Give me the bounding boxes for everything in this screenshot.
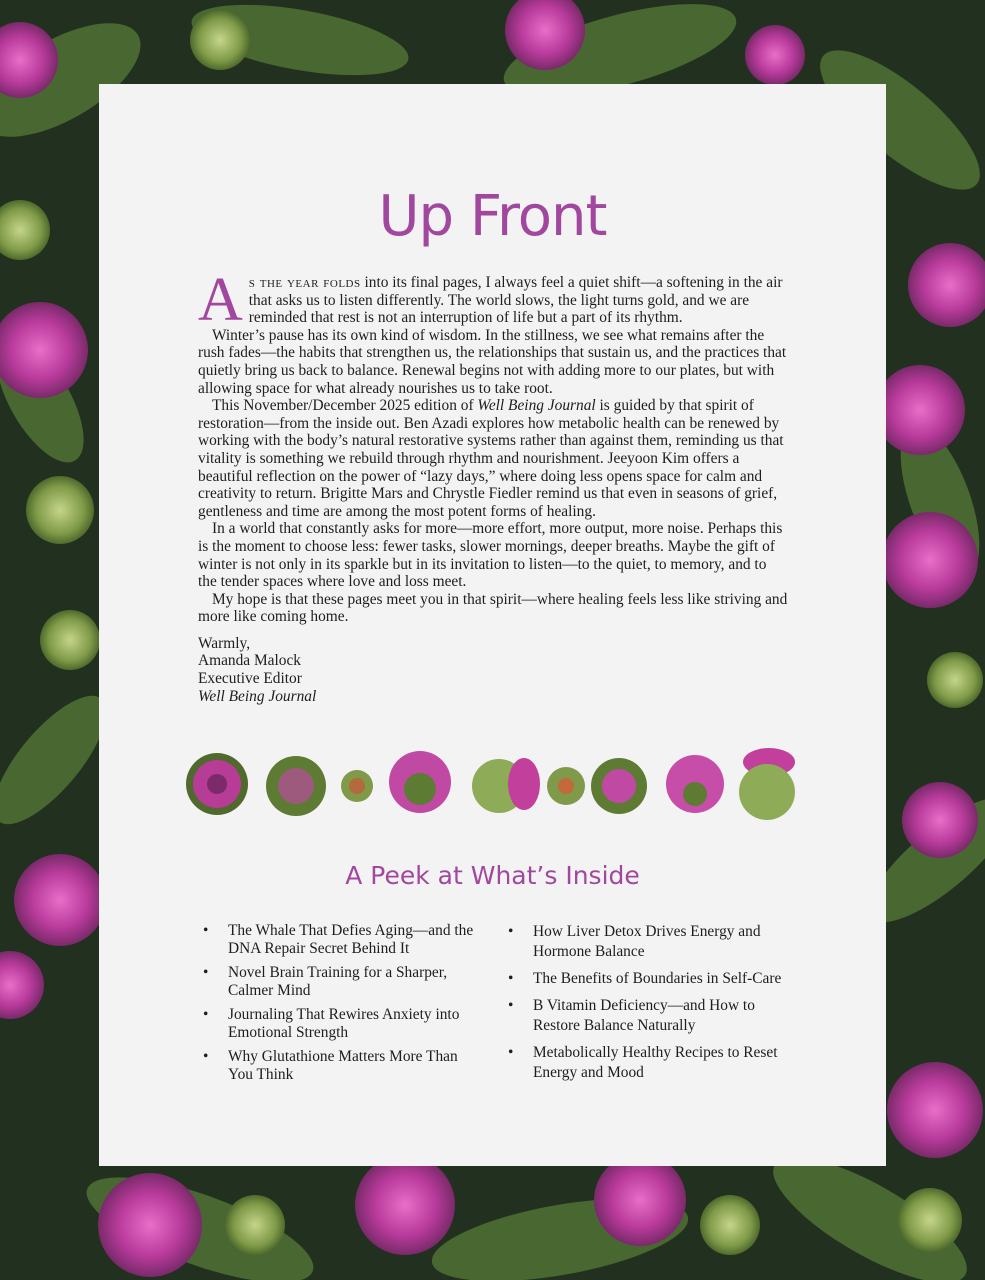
- thistle-3-icon: [341, 770, 373, 802]
- thistle-7-icon: [591, 758, 647, 814]
- thistle-6-icon: [547, 767, 585, 805]
- list-item-text: How Liver Detox Drives Energy and Hormone Balance: [533, 923, 761, 960]
- list-item: [508, 996, 798, 1036]
- list-item: [203, 1048, 483, 1084]
- list-item: [508, 1043, 798, 1083]
- thistle-2-icon: [266, 756, 326, 816]
- editor-role: Executive Editor: [198, 670, 302, 688]
- letter-paragraph-2: Winter’s pause has its own kind of wisdom. In the stillness, we see what remains after the rush fades—the habits that strengthen us, the relationships that sustain us, and the practices that quietly bring us back to balance. Renewal begins not with adding more to our plates, but with allowing space for what already nourishes us to take root.: [198, 326, 787, 397]
- bullet-icon: •: [203, 1048, 209, 1065]
- content-panel: [99, 84, 886, 1166]
- bullet-icon: •: [508, 923, 514, 940]
- list-item-text: The Whale That Defies Aging—and the DNA Repair Secret Behind It: [228, 922, 474, 957]
- paragraph-3-start: This November/December 2025 edition of: [212, 397, 478, 415]
- peek-inside-heading: A Peek at What’s Inside: [345, 861, 640, 890]
- paragraph-3-end: is guided by that spirit of restoration—from the inside out. Ben Azadi explores how metabolic health can be renewed by working with the body’s natural restorative systems rather than against them, reminding us that vitality is something we rebuild through rhythm and nourishment. Jeeyoon Kim offers a beautiful reflection on the power of “lazy days,” where doing less opens space for calm and creativity to return. Brigitte Mars and Chrystle Fiedler remind us that even in seasons of grief, gentleness and time are among the most potent forms of healing.: [198, 397, 784, 520]
- letter-paragraph-5: My hope is that these pages meet you in that spirit—where healing feels less like striving and more like coming home.: [198, 590, 788, 626]
- list-item: [508, 922, 798, 962]
- editor-name: Amanda Malock: [198, 652, 302, 670]
- signature-block: [198, 635, 788, 705]
- thistle-5-icon: [472, 758, 540, 813]
- closing: Warmly,: [198, 634, 251, 652]
- bullet-icon: •: [203, 1006, 209, 1023]
- list-item: [203, 922, 483, 958]
- bullet-icon: •: [203, 922, 209, 939]
- letter-paragraph-1: [198, 266, 788, 334]
- list-item: [203, 1006, 483, 1042]
- list-item-text: Metabolically Healthy Recipes to Reset Energy and Mood: [533, 1044, 778, 1081]
- bullet-icon: •: [508, 997, 514, 1014]
- list-item-text: Journaling That Rewires Anxiety into Emotional Strength: [228, 1006, 460, 1041]
- list-item: [508, 969, 798, 989]
- paragraph-1-text: into its final pages, I always feel a quiet shift—a softening in the air that asks us to listen differently. The world slows, the light turns gold, and we are reminded that rest is not an interruption of life but a part of its rhythm.: [248, 274, 783, 327]
- journal-title: Well Being Journal: [477, 397, 596, 415]
- list-item-text: B Vitamin Deficiency—and How to Restore Balance Naturally: [533, 997, 755, 1034]
- publication-name: Well Being Journal: [198, 687, 317, 705]
- thistle-1-icon: [186, 753, 248, 815]
- list-item: [203, 964, 483, 1000]
- lead-in-smallcaps: s the year folds: [248, 274, 361, 291]
- drop-cap: A: [198, 266, 243, 334]
- bullet-icon: •: [508, 1044, 514, 1061]
- letter-paragraph-3: [198, 397, 788, 520]
- inside-list-right: [508, 922, 798, 1090]
- thistle-4-icon: [389, 751, 451, 813]
- list-item-text: Novel Brain Training for a Sharper, Calmer Mind: [228, 964, 448, 999]
- letter-paragraph-4: In a world that constantly asks for more—more effort, more output, more noise. Perhaps this is the moment to choose less: fewer tasks, slower mornings, deeper breaths. Maybe the gift of winter is not only in its sparkle but in its invitation to listen—to the quiet, to memory, and to the tender spaces where love and loss meet.: [198, 520, 783, 591]
- list-item-text: The Benefits of Boundaries in Self-Care: [533, 970, 782, 987]
- page-title: Up Front: [378, 184, 607, 249]
- inside-list-left: [203, 922, 483, 1090]
- bullet-icon: •: [508, 970, 514, 987]
- bullet-icon: •: [203, 964, 209, 981]
- list-item-text: Why Glutathione Matters More Than You Think: [228, 1048, 458, 1083]
- editors-letter: [198, 266, 788, 705]
- thistle-8-icon: [666, 755, 724, 813]
- thistle-row-divider: [179, 744, 819, 824]
- thistle-9-icon: [739, 748, 795, 820]
